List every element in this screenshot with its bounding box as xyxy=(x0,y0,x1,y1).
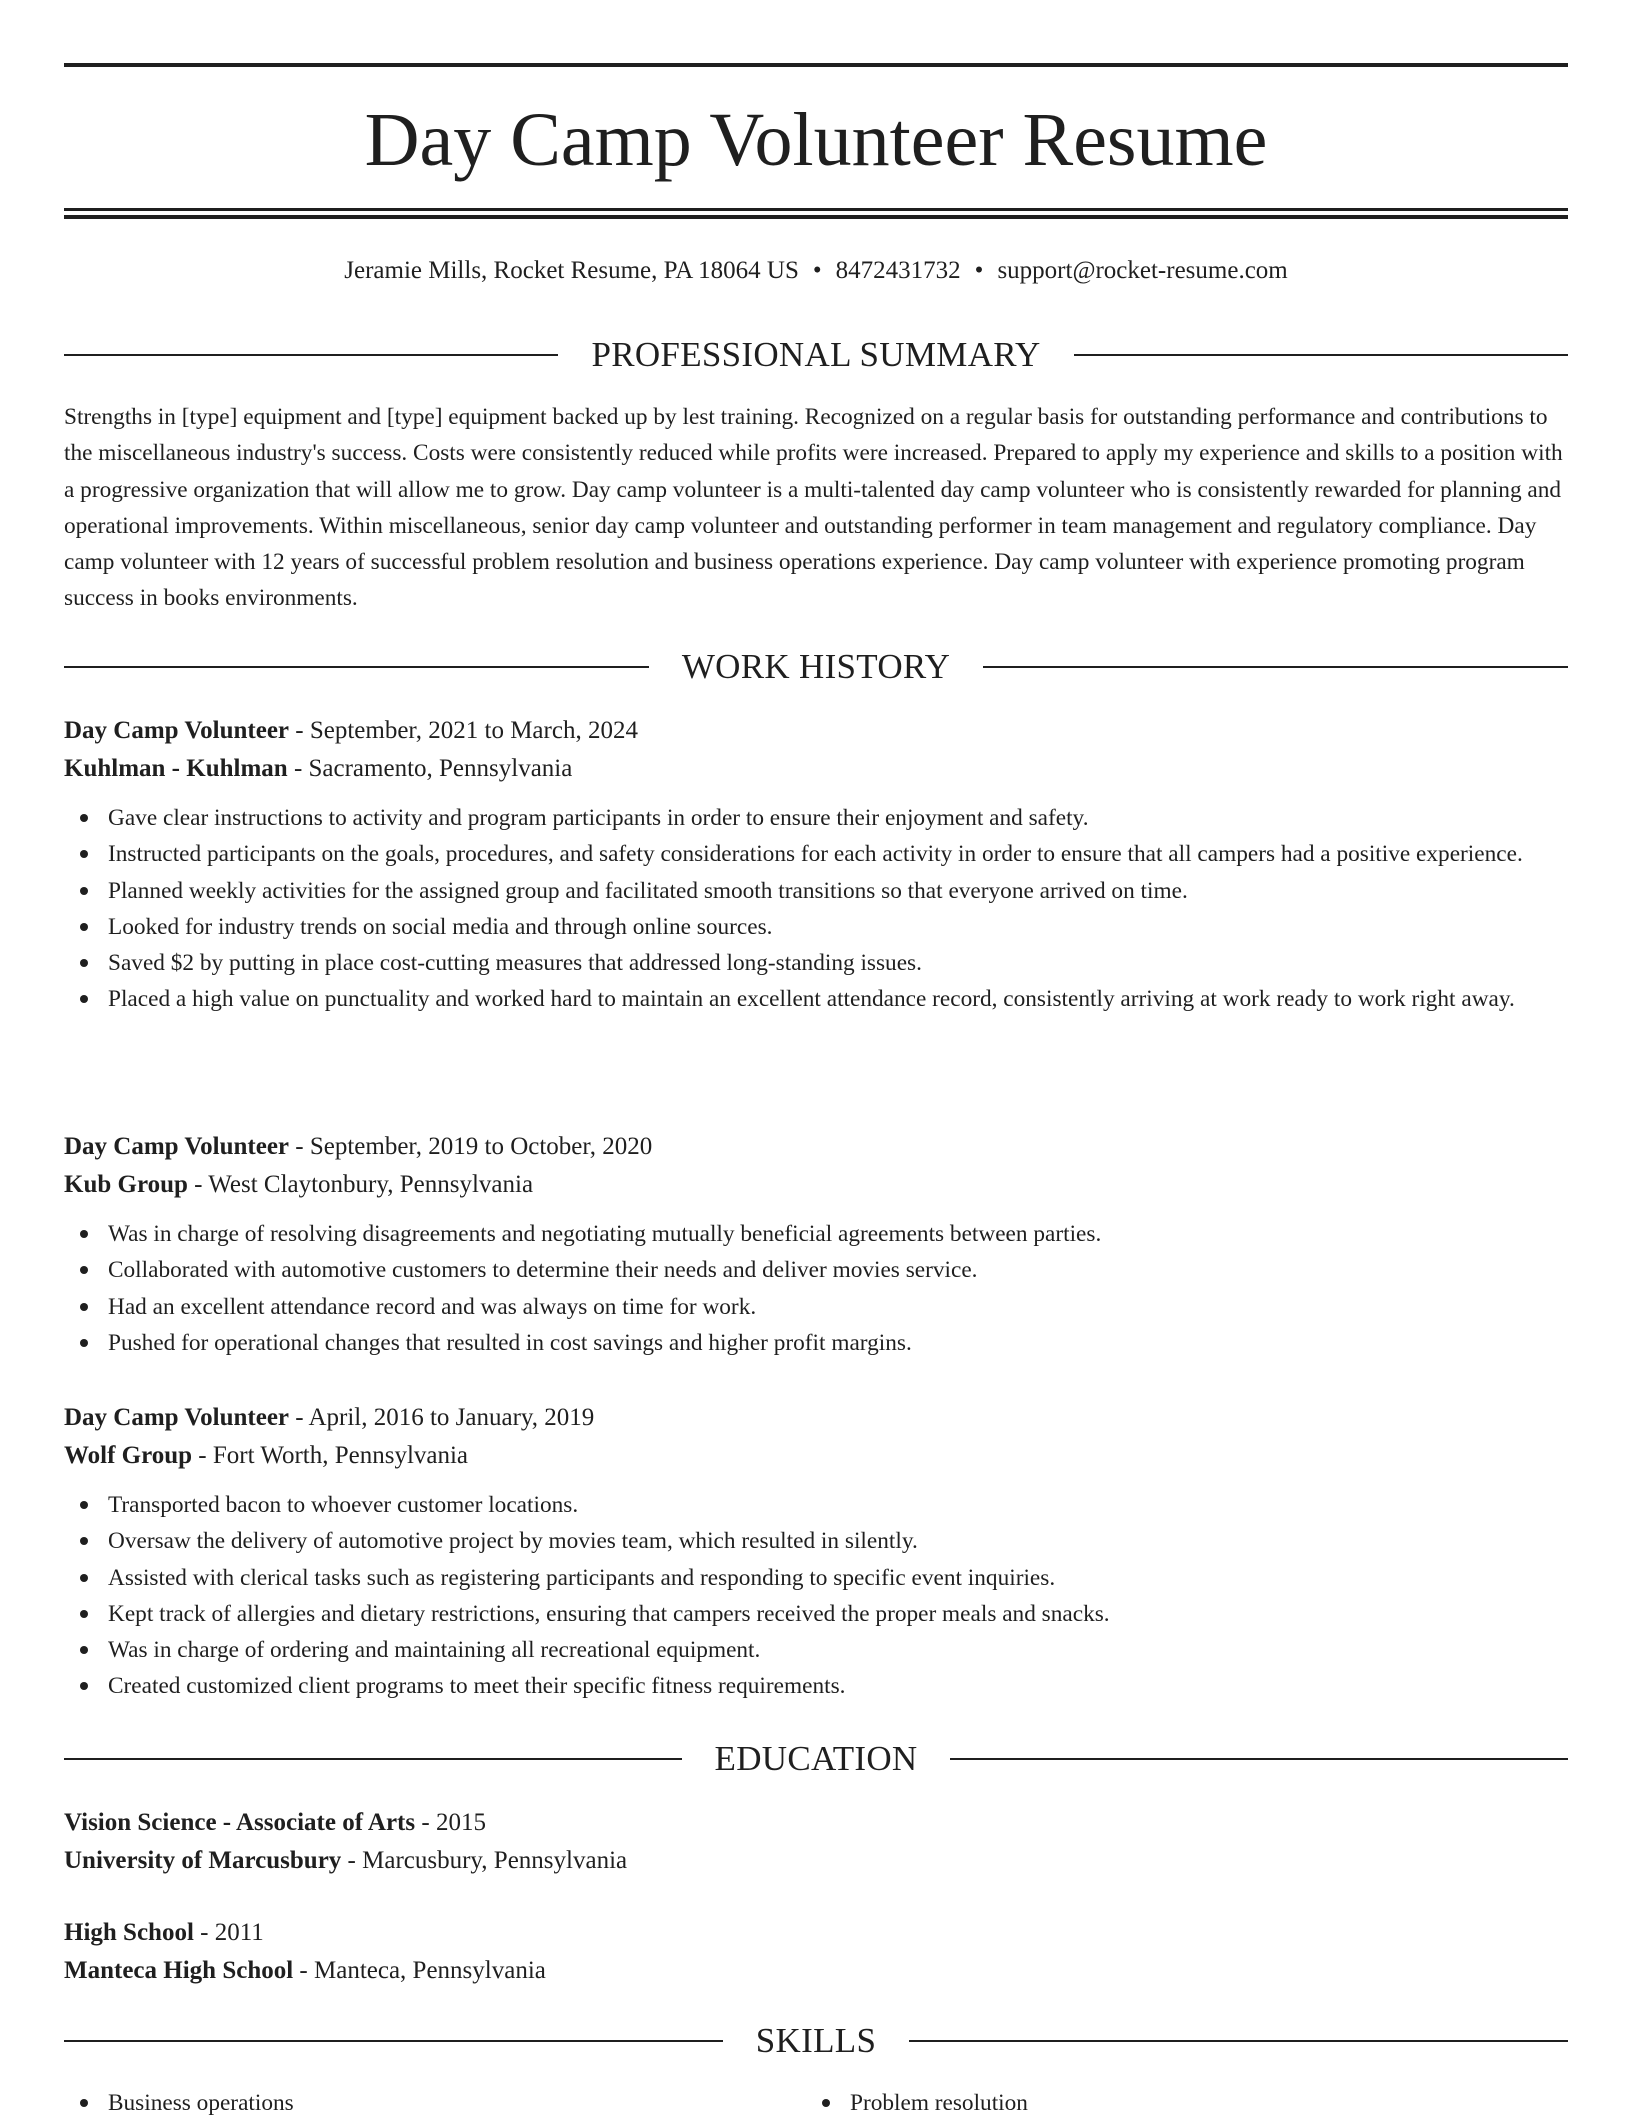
list-item: Assisted with clerical tasks such as registering participants and responding to specific event inquiries. xyxy=(64,1560,1568,1596)
job-company-line xyxy=(64,750,1568,788)
list-item: Was in charge of ordering and maintaining all recreational equipment. xyxy=(64,1632,1568,1668)
job-duties-list xyxy=(64,1216,1568,1361)
job-company: Kuhlman - Kuhlman xyxy=(64,755,288,782)
skills-columns xyxy=(64,2085,1568,2121)
heading-rule xyxy=(909,2040,1568,2042)
heading-rule xyxy=(64,354,558,356)
heading-rule xyxy=(64,1758,682,1760)
job-title: Day Camp Volunteer xyxy=(64,1133,290,1160)
job-company: Kub Group xyxy=(64,1171,188,1198)
job-company-line xyxy=(64,1437,1568,1475)
list-item: Kept track of allergies and dietary restrictions, ensuring that campers received the proper meals and snacks. xyxy=(64,1596,1568,1632)
education-school: Manteca High School xyxy=(64,1957,294,1984)
heading-rule xyxy=(64,2040,723,2042)
list-item: Looked for industry trends on social media and through online sources. xyxy=(64,909,1568,945)
job-entry xyxy=(64,1399,1568,1705)
job-title: Day Camp Volunteer xyxy=(64,717,290,744)
job-location: - Fort Worth, Pennsylvania xyxy=(192,1442,469,1469)
heading-rule xyxy=(950,1758,1568,1760)
education-school-line xyxy=(64,1842,1568,1880)
list-item: Saved $2 by putting in place cost-cutting measures that addressed long-standing issues. xyxy=(64,945,1568,981)
education-location: - Marcusbury, Pennsylvania xyxy=(341,1847,628,1874)
job-entry xyxy=(64,1128,1568,1361)
education-degree-line xyxy=(64,1804,1568,1842)
list-item: Collaborated with automotive customers to determine their needs and deliver movies service. xyxy=(64,1252,1568,1288)
section-title: EDUCATION xyxy=(714,1739,918,1778)
education-location: - Manteca, Pennsylvania xyxy=(293,1957,546,1984)
section-title: SKILLS xyxy=(755,2021,877,2060)
job-title: Day Camp Volunteer xyxy=(64,1404,290,1431)
job-company-line xyxy=(64,1166,1568,1204)
education-entry xyxy=(64,1804,1568,1880)
job-title-line xyxy=(64,1399,1568,1437)
education-school: University of Marcusbury xyxy=(64,1847,342,1874)
education-year: - 2015 xyxy=(415,1809,486,1836)
skills-list-left xyxy=(64,2085,806,2121)
contact-address: Jeramie Mills, Rocket Resume, PA 18064 US xyxy=(344,257,799,284)
skill-item: Business operations xyxy=(64,2085,806,2121)
resume-title: Day Camp Volunteer Resume xyxy=(364,98,1268,182)
education-year: - 2011 xyxy=(193,1919,264,1946)
section-heading-summary xyxy=(64,333,1568,377)
job-duties-list xyxy=(64,800,1568,1018)
section-title: WORK HISTORY xyxy=(681,647,951,686)
education-degree-line xyxy=(64,1914,1568,1952)
list-item: Transported bacon to whoever customer locations. xyxy=(64,1487,1568,1523)
job-dates: - September, 2021 to March, 2024 xyxy=(289,717,638,744)
education-school-line xyxy=(64,1952,1568,1990)
list-item: Gave clear instructions to activity and program participants in order to ensure their enjoyment and safety. xyxy=(64,800,1568,836)
heading-rule xyxy=(983,666,1568,668)
job-entry xyxy=(64,712,1568,1018)
section-heading-education xyxy=(64,1737,1568,1781)
section-title: PROFESSIONAL SUMMARY xyxy=(591,335,1041,374)
section-heading-work-history xyxy=(64,645,1568,689)
job-location: - Sacramento, Pennsylvania xyxy=(287,755,573,782)
education-entry xyxy=(64,1914,1568,1990)
job-location: - West Claytonbury, Pennsylvania xyxy=(187,1171,534,1198)
job-dates: - September, 2019 to October, 2020 xyxy=(289,1133,653,1160)
list-item: Instructed participants on the goals, procedures, and safety considerations for each activity in order to ensure that all campers had a positive experience. xyxy=(64,836,1568,872)
education-degree: Vision Science - Associate of Arts xyxy=(64,1809,416,1836)
list-item: Created customized client programs to meet their specific fitness requirements. xyxy=(64,1668,1568,1704)
contact-line xyxy=(64,254,1568,288)
job-duties-list xyxy=(64,1487,1568,1705)
heading-rule xyxy=(64,666,649,668)
list-item: Oversaw the delivery of automotive project by movies team, which resulted in silently. xyxy=(64,1523,1568,1559)
section-heading-skills xyxy=(64,2019,1568,2063)
list-item: Pushed for operational changes that resulted in cost savings and higher profit margins. xyxy=(64,1325,1568,1361)
skill-item: Problem resolution xyxy=(806,2085,1548,2121)
job-title-line xyxy=(64,712,1568,750)
skills-list-right xyxy=(806,2085,1548,2121)
contact-email: support@rocket-resume.com xyxy=(997,257,1288,284)
contact-separator: • xyxy=(974,257,984,284)
list-item: Had an excellent attendance record and was always on time for work. xyxy=(64,1289,1568,1325)
header-double-rule-upper xyxy=(64,208,1568,211)
header-double-rule-lower xyxy=(64,215,1568,219)
job-company: Wolf Group xyxy=(64,1442,193,1469)
education-degree: High School xyxy=(64,1919,194,1946)
heading-rule xyxy=(1074,354,1568,356)
list-item: Planned weekly activities for the assigned group and facilitated smooth transitions so that everyone arrived on time. xyxy=(64,873,1568,909)
job-dates: - April, 2016 to January, 2019 xyxy=(289,1404,595,1431)
contact-separator: • xyxy=(812,257,822,284)
header-top-rule xyxy=(64,63,1568,67)
list-item: Placed a high value on punctuality and worked hard to maintain an excellent attendance record, consistently arriving at work ready to work right away. xyxy=(64,981,1568,1017)
summary-paragraph: Strengths in [type] equipment and [type] equipment backed up by lest training. Recognized on a regular basis for outstanding performance and contributions to the miscellaneous industry's success. Costs were consistently reduced while profits were increased. Prepared to apply my experience and skills to a position with a progressive organization that will allow me to grow. Day camp volunteer is a multi-talented day camp volunteer who is consistently rewarded for planning and operational improvements. Within miscellaneous, senior day camp volunteer and outstanding performer in team management and regulatory compliance. Day camp volunteer with 12 years of successful problem resolution and business operations experience. Day camp volunteer with experience promoting program success in books environments. xyxy=(64,404,1563,612)
list-item: Was in charge of resolving disagreements and negotiating mutually beneficial agreements between parties. xyxy=(64,1216,1568,1252)
contact-phone: 8472431732 xyxy=(835,257,961,284)
job-title-line xyxy=(64,1128,1568,1166)
